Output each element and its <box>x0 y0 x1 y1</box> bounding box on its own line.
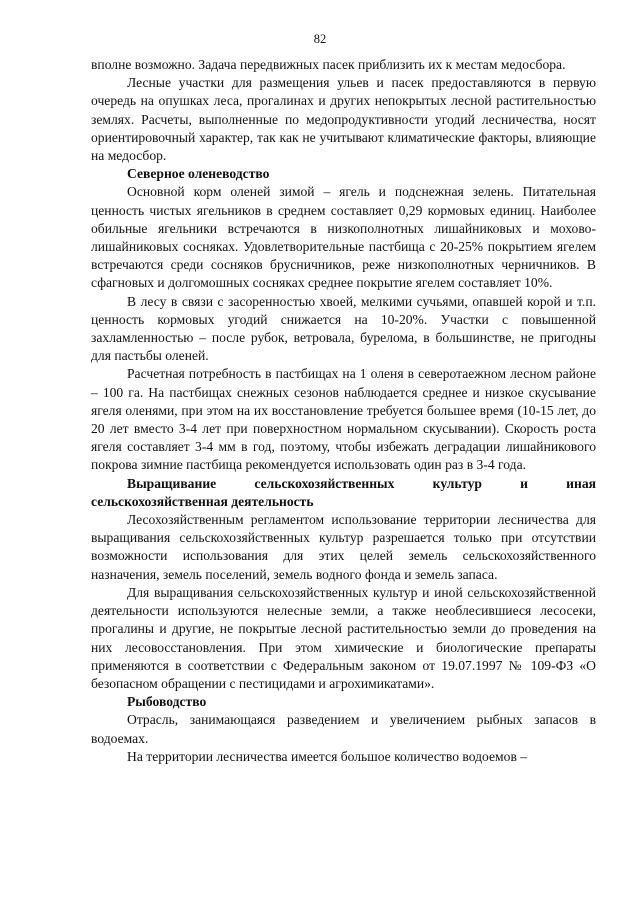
paragraph-agriculture-lands: Для выращивания сельскохозяйственных культур и иной сельскохозяйственной деятельности используются нелесные земли, а также необлесившиеся лесосеки, прогалины и другие, не покрытые лесной растительностью земли до проведения на них лесовосстановления. При этом химические и биологические препараты применяются в соответствии с Федеральным законом от 19.07.1997 № 109-ФЗ «О безопасном обращении с пестицидами и агрохимикатами». <box>91 584 596 691</box>
paragraph-fish-farming-definition: Отрасль, занимающаяся разведением и увеличением рыбных запасов в водоемах. <box>91 712 596 746</box>
paragraph-reindeer-forage: Основной корм оленей зимой – ягель и подснежная зелень. Питательная ценность чистых ягельников в среднем составляет 0,29 кормовых единиц. Наиболее обильные ягельники встречаются в низкополнотных лишайниковых и мохово-лишайниковых сосняках. Удовлетворительные пастбища с 20-25% покрытием ягелем встречаются среди сосняков брусничников, реже низкополнотных черничников. В сфагновых и долгомошных сосняках среднее покрытие ягелем составляет 10%. <box>91 184 596 291</box>
paragraph-water-bodies: На территории лесничества имеется большое количество водоемов – <box>127 748 528 764</box>
page-number: 82 <box>313 32 327 46</box>
page-body <box>91 56 596 766</box>
paragraph-intro-continuation: вполне возможно. Задача передвижных пасек приблизить их к местам медосбора. <box>91 57 566 72</box>
paragraph-forest-litter: В лесу в связи с засоренностью хвоей, мелкими сучьями, опавшей корой и т.п. ценность кормовых угодий снижается на 10-20%. Участки с повышенной захламленностью – после рубок, ветровала, бурелома, в большинстве, не пригодны для пастьбы оленей. <box>91 293 596 364</box>
section-heading-agriculture: Выращивание сельскохозяйственных культур и иная сельскохозяйственная деятельность <box>91 475 596 509</box>
section-heading-reindeer-herding: Северное оленеводство <box>127 166 270 182</box>
paragraph-pasture-requirement: Расчетная потребность в пастбищах на 1 оленя в северотаежном лесном районе – 100 га. На пастбищах снежных сезонов наблюдается среднее и низкое скусывание ягеля оленями, при этом на их восстановление требуется большее время (10-15 лет, до 20 лет вместо 3-4 лет при поверхностном нормальном скусывании). Скорость роста ягеля составляет 3-4 мм в год, поэтому, чтобы избежать деградации лишайникового покрова зимние пастбища рекомендуется использовать один раз в 3-4 года. <box>91 366 596 473</box>
section-heading-fish-farming: Рыбоводство <box>127 694 207 710</box>
paragraph-agriculture-regulation: Лесохозяйственным регламентом использование территории лесничества для выращивания сельскохозяйственных культур разрешается только при отсутствии возможности использования для этих целей земель сельскохозяйственного назначения, земель поселений, земель водного фонда и земель запаса. <box>91 512 596 582</box>
paragraph-apiary-placement: Лесные участки для размещения ульев и пасек предоставляются в первую очередь на опушках леса, прогалинах и других непокрытых лесной растительностью землях. Расчеты, выполненные по медопродуктивности угодий лесничества, носят ориентировочный характер, так как не учитывают климатические факторы, влияющие на медосбор. <box>91 75 596 164</box>
